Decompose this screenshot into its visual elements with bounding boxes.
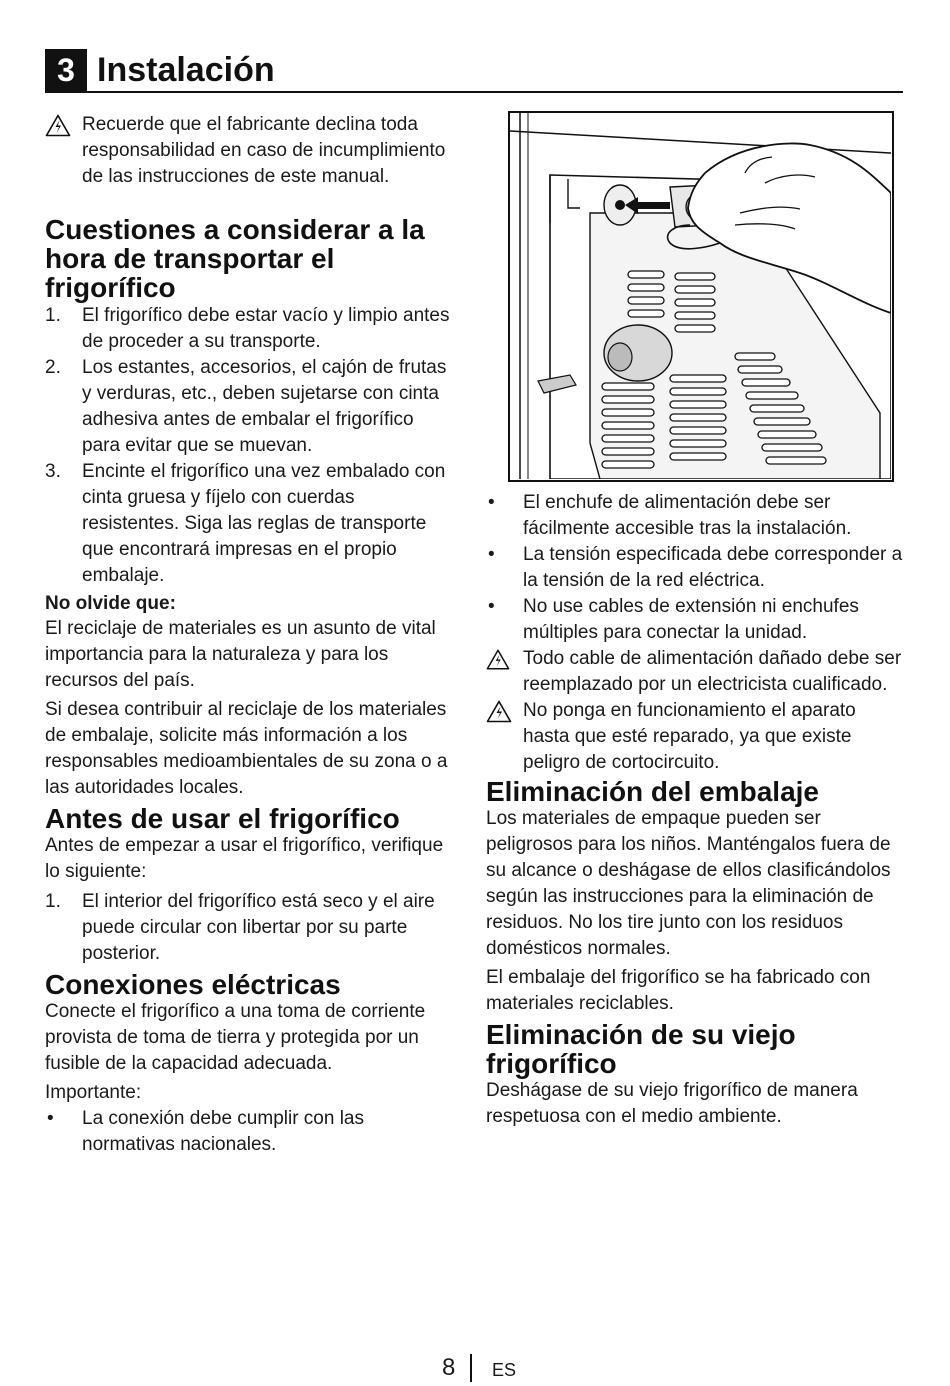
item-number: 2. — [45, 357, 61, 378]
list-item — [45, 1106, 455, 1158]
warning-icon — [486, 648, 510, 671]
item-text: Los estantes, accesorios, el cajón de frutas y verduras, etc., deben sujetarse con cinta adhesiva antes de embalar el frigorífico para evitar que se muevan. — [82, 357, 447, 456]
bullet: • — [488, 544, 495, 565]
item-number: 1. — [45, 305, 61, 326]
packaging-heading: Eliminación del embalaje — [486, 776, 820, 807]
item-text: El interior del frigorífico está seco y el aire puede circular con libertar por su parte posterior. — [82, 891, 435, 964]
before-use-heading: Antes de usar el frigorífico — [45, 803, 400, 834]
plug-illustration — [508, 111, 894, 482]
list-item — [486, 594, 906, 646]
chapter-header — [45, 47, 903, 93]
power-supply-list — [486, 490, 906, 646]
item-text: No use cables de extensión ni enchufes múltiples para conectar la unidad. — [523, 596, 859, 643]
item-text: La conexión debe cumplir con las normativas nacionales. — [82, 1108, 365, 1155]
warning-repair — [486, 698, 906, 776]
warning-cable-text: Todo cable de alimentación dañado debe ser reemplazado por un electricista cualificado. — [523, 648, 902, 695]
item-number: 3. — [45, 461, 61, 482]
electrical-heading: Conexiones eléctricas — [45, 969, 341, 1000]
packaging-paragraph-2: El embalaje del frigorífico se ha fabricado con materiales reciclables. — [486, 967, 871, 1014]
language-code: ES — [492, 1360, 517, 1380]
chapter-number: 3 — [45, 49, 87, 91]
recycling-paragraph-2: Si desea contribuir al reciclaje de los materiales de embalaje, solicite más información a los responsables medioambientales de su zona o a las autoridades locales. — [45, 699, 448, 798]
transport-heading: Cuestiones a considerar a la hora de transportar el frigorífico — [45, 214, 425, 303]
list-item — [45, 459, 455, 589]
recycling-paragraph-1: El reciclaje de materiales es un asunto de vital importancia para la naturaleza y para los recursos del país. — [45, 618, 436, 691]
before-use-intro: Antes de empezar a usar el frigorífico, verifique lo siguiente: — [45, 835, 444, 882]
warning-intro-text: Recuerde que el fabricante declina toda responsabilidad en caso de incumplimiento de las instrucciones de este manual. — [82, 114, 446, 187]
warning-intro — [45, 112, 455, 190]
old-fridge-paragraph: Deshágase de su viejo frigorífico de manera respetuosa con el medio ambiente. — [486, 1080, 858, 1127]
important-label: Importante: — [45, 1082, 142, 1103]
list-item — [45, 355, 455, 459]
bullet: • — [47, 1108, 54, 1129]
warning-icon — [486, 700, 512, 723]
list-item — [45, 889, 455, 967]
page-number: 8 — [442, 1354, 456, 1381]
before-use-list — [45, 889, 455, 967]
page-footer — [0, 1353, 950, 1385]
packaging-paragraph-1: Los materiales de empaque pueden ser peligrosos para los niños. Manténgalos fuera de su alcance o deshágase de ellos clasificándolos según las instrucciones para la eliminación de residuos. No los tire junto con los residuos domésticos normales. — [486, 808, 891, 959]
left-column — [45, 112, 455, 1158]
warning-repair-text: No ponga en funcionamiento el aparato hasta que esté reparado, ya que existe peligro de cortocircuito. — [523, 700, 856, 773]
plug-installation-drawing — [510, 113, 891, 479]
bullet: • — [488, 492, 495, 513]
list-item — [45, 303, 455, 355]
warning-cable — [486, 646, 906, 698]
right-column — [486, 490, 906, 1130]
chapter-title: Instalación — [97, 51, 275, 89]
item-number: 1. — [45, 891, 61, 912]
remember-label: No olvide que: — [45, 593, 176, 614]
bullet: • — [488, 596, 495, 617]
item-text: El frigorífico debe estar vacío y limpio antes de proceder a su transporte. — [82, 305, 450, 352]
old-fridge-heading: Eliminación de su viejo frigorífico — [486, 1019, 796, 1079]
transport-list — [45, 303, 455, 589]
item-text: Encinte el frigorífico una vez embalado con cinta gruesa y fíjelo con cuerdas resistentes. Siga las reglas de transporte que encontrará impresas en el propio embalaje. — [82, 461, 446, 586]
electrical-list — [45, 1106, 455, 1158]
list-item — [486, 490, 906, 542]
item-text: El enchufe de alimentación debe ser fácilmente accesible tras la instalación. — [523, 492, 852, 539]
list-item — [486, 542, 906, 594]
footer-divider — [470, 1354, 472, 1382]
item-text: La tensión especificada debe corresponder a la tensión de la red eléctrica. — [523, 544, 903, 591]
warning-icon — [45, 114, 71, 137]
electrical-paragraph: Conecte el frigorífico a una toma de corriente provista de toma de tierra y protegida por un fusible de la capacidad adecuada. — [45, 1001, 426, 1074]
